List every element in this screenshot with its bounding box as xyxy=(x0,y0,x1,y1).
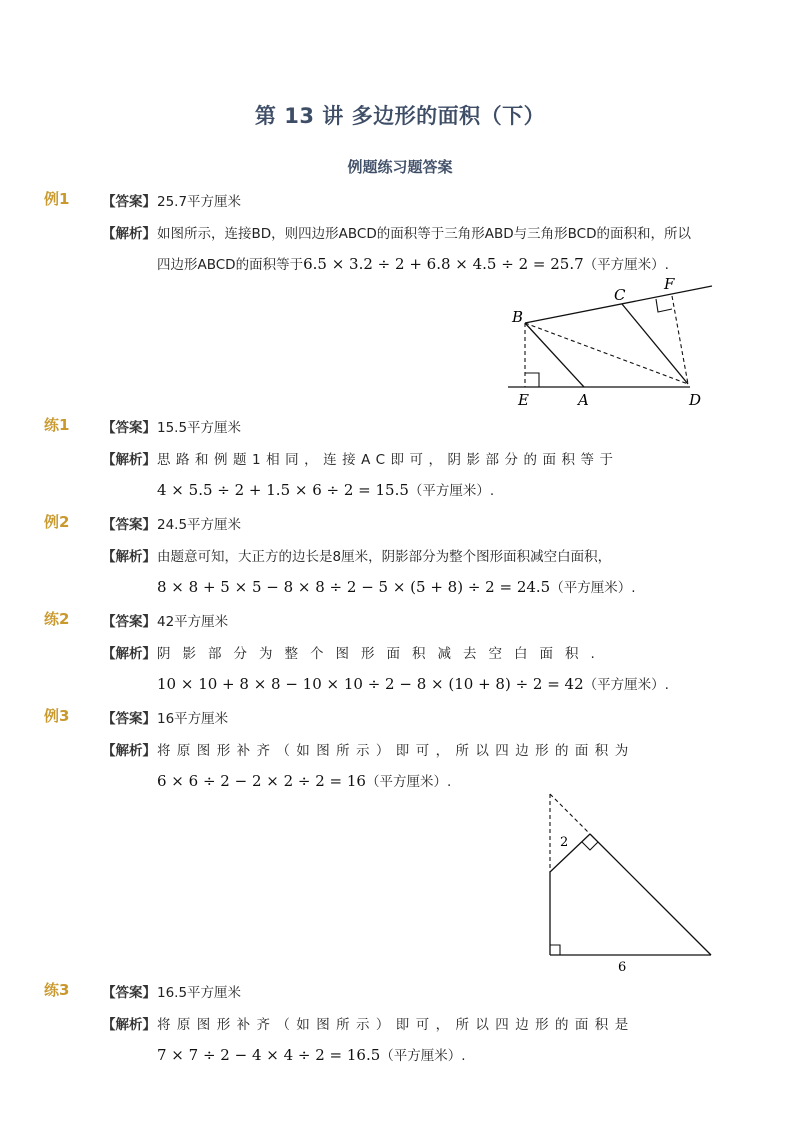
right-angle-mark-f xyxy=(656,299,672,312)
unit-suffix: （平方厘米）. xyxy=(583,257,669,273)
right-angle-mark-top xyxy=(582,842,598,850)
answer-value: 16平方厘米 xyxy=(157,711,229,727)
answer-value: 42平方厘米 xyxy=(157,614,229,630)
unit-suffix: （平方厘米）. xyxy=(408,483,495,499)
cut-edge xyxy=(550,834,590,872)
analysis-label: 【解析】 xyxy=(102,646,156,662)
analysis-label: 【解析】 xyxy=(102,1017,156,1033)
answer-label: 【答案】 xyxy=(102,517,156,533)
analysis-line-2 xyxy=(157,479,494,499)
point-label-e: E xyxy=(518,391,529,409)
problem-number: 例2 xyxy=(44,513,70,531)
analysis-text: 四边形ABCD的面积等于 xyxy=(157,257,304,273)
answer-label: 【答案】 xyxy=(102,420,156,436)
answer-label: 【答案】 xyxy=(102,614,156,630)
point-label-f: F xyxy=(664,275,675,293)
base-length-label: 6 xyxy=(618,960,627,975)
segment-ba xyxy=(525,323,584,387)
analysis-label: 【解析】 xyxy=(102,226,156,242)
analysis-line-2 xyxy=(157,253,669,273)
formula: 6 × 6 ÷ 2 − 2 × 2 ÷ 2 = 16 xyxy=(157,772,366,790)
analysis-text: 由题意可知，大正方的边长是8厘米，阴影部分为整个图形面积减空白面积， xyxy=(157,549,612,565)
analysis-text: 思路和例题1相同，连接AC即可，阴影部分的面积等于 xyxy=(157,452,619,468)
hypotenuse-side xyxy=(590,834,711,955)
point-label-b: B xyxy=(512,308,524,326)
dashed-hypotenuse-extension xyxy=(550,794,590,834)
unit-suffix: （平方厘米）. xyxy=(365,774,452,790)
formula: 7 × 7 ÷ 2 − 4 × 4 ÷ 2 = 16.5 xyxy=(157,1046,381,1064)
formula: 8 × 8 + 5 × 5 − 8 × 8 ÷ 2 − 5 × (5 + 8) ÷ 2 = 24.5 xyxy=(157,578,551,596)
problem-number: 例1 xyxy=(44,190,70,208)
problem-number: 例3 xyxy=(44,707,70,725)
answer-label: 【答案】 xyxy=(102,711,156,727)
analysis-text: 如图所示，连接BD，则四边形ABCD的面积等于三角形ABD与三角形BCD的面积和，所以 xyxy=(157,226,691,242)
figure-completed-triangle xyxy=(530,788,730,978)
right-angle-mark-e xyxy=(525,373,539,387)
analysis-line-2 xyxy=(157,673,669,693)
answer-value: 25.7平方厘米 xyxy=(157,194,242,210)
unit-suffix: （平方厘米）. xyxy=(380,1048,466,1064)
answer-value: 24.5平方厘米 xyxy=(157,517,242,533)
formula: 4 × 5.5 ÷ 2 + 1.5 × 6 ÷ 2 = 15.5 xyxy=(157,481,409,499)
unit-suffix: （平方厘米）. xyxy=(583,677,669,693)
point-label-d: D xyxy=(689,391,702,409)
problem-number: 练2 xyxy=(44,610,70,628)
analysis-label: 【解析】 xyxy=(102,452,156,468)
unit-suffix: （平方厘米）. xyxy=(550,580,636,596)
point-label-c: C xyxy=(614,286,626,304)
answer-label: 【答案】 xyxy=(102,985,156,1001)
page-title: 第 13 讲 多边形的面积（下） xyxy=(254,104,546,128)
problem-number: 练3 xyxy=(44,981,70,999)
formula: 10 × 10 + 8 × 8 − 10 × 10 ÷ 2 − 8 × (10 + 8) ÷ 2 = 42 xyxy=(157,675,584,693)
answer-value: 15.5平方厘米 xyxy=(157,420,242,436)
analysis-text: 将原图形补齐（如图所示）即可，所以四边形的面积是 xyxy=(157,1017,635,1033)
analysis-text: 阴影部分为整个图形面积减去空白面积. xyxy=(157,646,607,662)
right-angle-mark-bottom xyxy=(550,945,560,955)
formula: 6.5 × 3.2 ÷ 2 + 6.8 × 4.5 ÷ 2 = 25.7 xyxy=(303,255,584,273)
analysis-label: 【解析】 xyxy=(102,743,156,759)
analysis-line-2 xyxy=(157,770,451,790)
height-df xyxy=(672,296,688,384)
analysis-line-2 xyxy=(157,576,636,596)
answer-value: 16.5平方厘米 xyxy=(157,985,242,1001)
answer-label: 【答案】 xyxy=(102,194,156,210)
problem-number: 练1 xyxy=(44,416,70,434)
point-label-a: A xyxy=(578,391,589,409)
analysis-label: 【解析】 xyxy=(102,549,156,565)
analysis-text: 将原图形补齐（如图所示）即可，所以四边形的面积为 xyxy=(157,743,635,759)
section-subtitle: 例题练习题答案 xyxy=(347,158,453,176)
figure-quadrilateral-abcd xyxy=(500,272,720,412)
segment-cd xyxy=(622,304,688,384)
analysis-line-2 xyxy=(157,1044,466,1064)
side-length-label: 2 xyxy=(560,835,569,850)
